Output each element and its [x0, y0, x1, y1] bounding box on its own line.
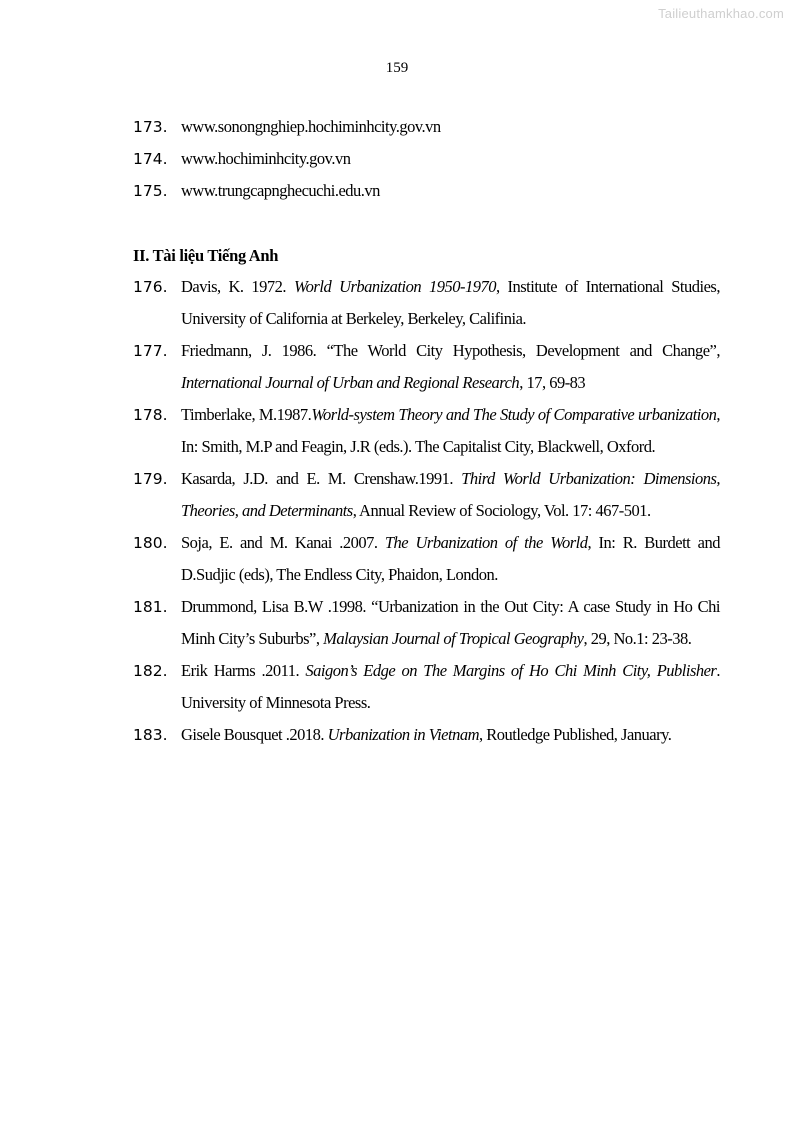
reference-text: Gisele Bousquet .2018. Urbanization in Vietnam, Routledge Published, January. [181, 725, 672, 744]
item-number: 178. [133, 406, 168, 424]
reference-text: Davis, K. 1972. World Urbanization 1950-1970, Institute of International Studies, University of California at Berkeley, Berkeley, Califinia. [181, 277, 720, 328]
link-text: www.hochiminhcity.gov.vn [181, 149, 351, 168]
item-number: 177. [133, 342, 168, 360]
list-item [133, 719, 720, 751]
list-item [133, 111, 720, 143]
reference-text: Soja, E. and M. Kanai .2007. The Urbanization of the World, In: R. Burdett and D.Sudjic (eds), The Endless City, Phaidon, London. [181, 533, 720, 584]
section-heading: II. Tài liệu Tiếng Anh [133, 246, 279, 265]
item-number: 176. [133, 278, 168, 296]
reference-text: Friedmann, J. 1986. “The World City Hypothesis, Development and Change”, International Journal of Urban and Regional Research, 17, 69-83 [181, 341, 720, 392]
item-number: 181. [133, 598, 168, 616]
item-number: 182. [133, 662, 168, 680]
item-number: 173. [133, 118, 168, 136]
list-item [133, 591, 720, 655]
list-item [133, 335, 720, 399]
item-number: 179. [133, 470, 168, 488]
reference-list [133, 271, 720, 751]
item-number: 183. [133, 726, 168, 744]
reference-text: Erik Harms .2011. Saigon’s Edge on The Margins of Ho Chi Minh City, Publisher. University of Minnesota Press. [181, 661, 720, 712]
list-item [133, 527, 720, 591]
item-number: 174. [133, 150, 168, 168]
item-number: 180. [133, 534, 168, 552]
link-text: www.trungcapnghecuchi.edu.vn [181, 181, 380, 200]
reference-text: Timberlake, M.1987.World-system Theory and The Study of Comparative urbanization, In: Smith, M.P and Feagin, J.R (eds.). The Capitalist City, Blackwell, Oxford. [181, 405, 720, 456]
list-item [133, 655, 720, 719]
list-item [133, 143, 720, 175]
list-item [133, 463, 720, 527]
page-number: 159 [385, 60, 409, 76]
list-item [133, 271, 720, 335]
list-item [133, 399, 720, 463]
reference-text: Drummond, Lisa B.W .1998. “Urbanization in the Out City: A case Study in Ho Chi Minh City’s Suburbs”, Malaysian Journal of Tropical Geography, 29, No.1: 23-38. [181, 597, 720, 648]
list-item [133, 175, 720, 207]
item-number: 175. [133, 182, 168, 200]
watermark: Tailieuthamkhao.com [658, 6, 784, 21]
reference-text: Kasarda, J.D. and E. M. Crenshaw.1991. Third World Urbanization: Dimensions, Theories, and Determinants, Annual Review of Sociology, Vol. 17: 467-501. [181, 469, 721, 520]
link-list [133, 111, 720, 207]
link-text: www.sonongnghiep.hochiminhcity.gov.vn [181, 117, 441, 136]
